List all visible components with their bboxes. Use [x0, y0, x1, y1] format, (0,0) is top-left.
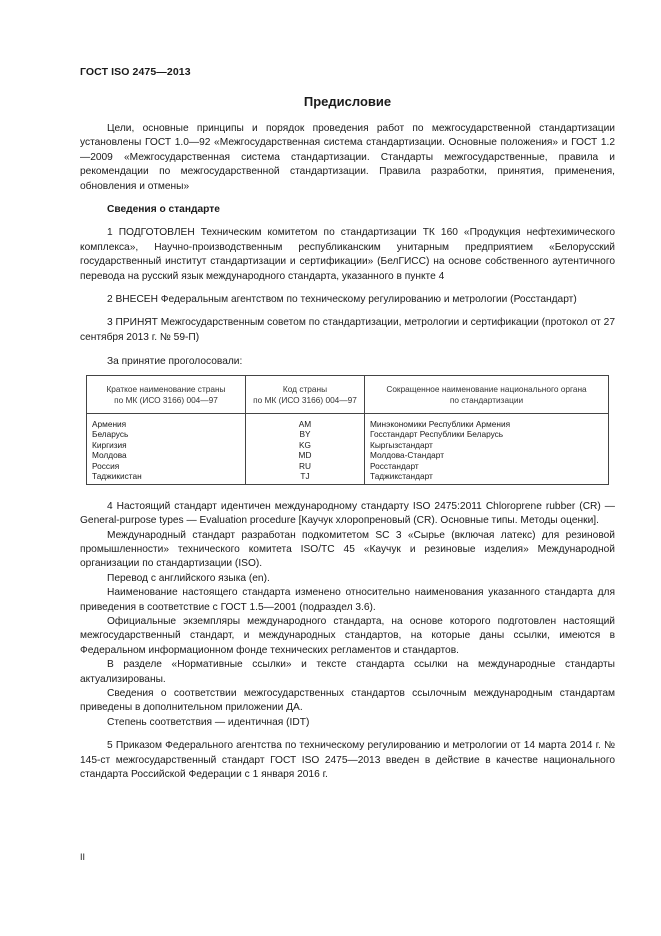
- table-row: [87, 413, 609, 429]
- table-header-cell: Код страны по МК (ИСО 3166) 004—97: [246, 375, 365, 413]
- country-cell: Беларусь: [87, 429, 246, 440]
- paragraph-4e: В разделе «Нормативные ссылки» и тексте стандарта ссылки на международные стандарты актуализированы.: [80, 659, 615, 685]
- body-cell: Кыргызстандарт: [365, 440, 609, 451]
- table-header-cell: Сокращенное наименование национального органа по стандартизации: [365, 375, 609, 413]
- paragraph-4a: Международный стандарт разработан подкомитетом SC 3 «Сырье (включая латекс) для резиновой промышленности» технического комитета ISO/TC 45 «Каучук и резиновые изделия» Международной организации по стандартизации (ISO).: [80, 529, 615, 570]
- voting-table: [86, 375, 609, 485]
- paragraph-4g: Степень соответствия — идентичная (IDT): [107, 716, 310, 728]
- paragraph-4d: Официальные экземпляры международного стандарта, на основе которого подготовлен настоящий межгосударственный стандарт, и международных стандартов, на которые даны ссылки, имеются в Федеральном информационном фонде технических регламентов и стандартов.: [80, 615, 615, 656]
- code-cell: RU: [246, 461, 365, 472]
- table-header-cell: Краткое наименование страны по МК (ИСО 3166) 004—97: [87, 375, 246, 413]
- paragraph-4b: Перевод с английского языка (en).: [107, 572, 270, 584]
- code-cell: AM: [246, 413, 365, 429]
- code-cell: TJ: [246, 471, 365, 484]
- paragraph-1: 1 ПОДГОТОВЛЕН Техническим комитетом по стандартизации ТК 160 «Продукция нефтехимического комплекса», Научно-производственным республиканским унитарным предприятием «Белорусский государственный институт стандартизации и сертификации» (БелГИСС) на основе собственного аутентичного перевода на русский язык международного стандарта, указанного в пункте 4: [80, 227, 615, 282]
- page-number: II: [80, 852, 86, 862]
- paragraph-4c: Наименование настоящего стандарта изменено относительно наименования указанного стандарта для приведения в соответствие с ГОСТ 1.5—2001 (подраздел 3.6).: [80, 587, 615, 613]
- paragraph-3: 3 ПРИНЯТ Межгосударственным советом по стандартизации, метрологии и сертификации (протокол от 27 сентября 2013 г. № 59-П): [80, 317, 615, 343]
- table-row: [87, 440, 609, 451]
- table-row: [87, 471, 609, 484]
- body-cell: Госстандарт Республики Беларусь: [365, 429, 609, 440]
- code-cell: MD: [246, 450, 365, 461]
- paragraph-2: 2 ВНЕСЕН Федеральным агентством по техническому регулированию и метрологии (Росстандарт): [107, 294, 577, 306]
- country-cell: Россия: [87, 461, 246, 472]
- document-body: [80, 122, 615, 782]
- body-cell: Росстандарт: [365, 461, 609, 472]
- country-cell: Таджикистан: [87, 471, 246, 484]
- code-cell: BY: [246, 429, 365, 440]
- table-row: [87, 429, 609, 440]
- section-subheading: Сведения о стандарте: [107, 204, 220, 216]
- paragraph-5: 5 Приказом Федерального агентства по техническому регулированию и метрологии от 14 марта 2014 г. № 145-ст межгосударственный стандарт ГОСТ ISO 2475—2013 введен в действие в качестве национального стандарта Российской Федерации с 1 января 2016 г.: [80, 740, 615, 780]
- paragraph-4f: Сведения о соответствии межгосударственных стандартов ссылочным международным стандартам приведены в дополнительном приложении ДА.: [80, 687, 615, 714]
- body-cell: Таджикстандарт: [365, 471, 609, 484]
- vote-intro: За принятие проголосовали:: [107, 356, 243, 368]
- country-cell: Молдова: [87, 450, 246, 461]
- country-cell: Армения: [87, 413, 246, 429]
- paragraph-intro: Цели, основные принципы и порядок проведения работ по межгосударственной стандартизации установлены ГОСТ 1.0—92 «Межгосударственная система стандартизации. Основные положения» и ГОСТ 1.2—2009 «Межгосударственная система стандартизации. Стандарты межгосударственные, правила и рекомендации по межгосударственной стандартизации. Правила разработки, принятия, применения, обновления и отмены»: [80, 123, 615, 192]
- table-header-row: [87, 375, 609, 413]
- country-cell: Киргизия: [87, 440, 246, 451]
- document-header: ГОСТ ISO 2475—2013: [80, 66, 191, 78]
- page-title: Предисловие: [303, 94, 392, 109]
- code-cell: KG: [246, 440, 365, 451]
- table-row: [87, 450, 609, 461]
- paragraph-4: 4 Настоящий стандарт идентичен международному стандарту ISO 2475:2011 Chloroprene rubber (CR) — General-purpose types — Evaluation procedure [Каучук хлоропреновый (CR). Основные типы. Методы оценки].: [80, 500, 615, 527]
- body-cell: Минэкономики Республики Армения: [365, 413, 609, 429]
- body-cell: Молдова-Стандарт: [365, 450, 609, 461]
- table-row: [87, 461, 609, 472]
